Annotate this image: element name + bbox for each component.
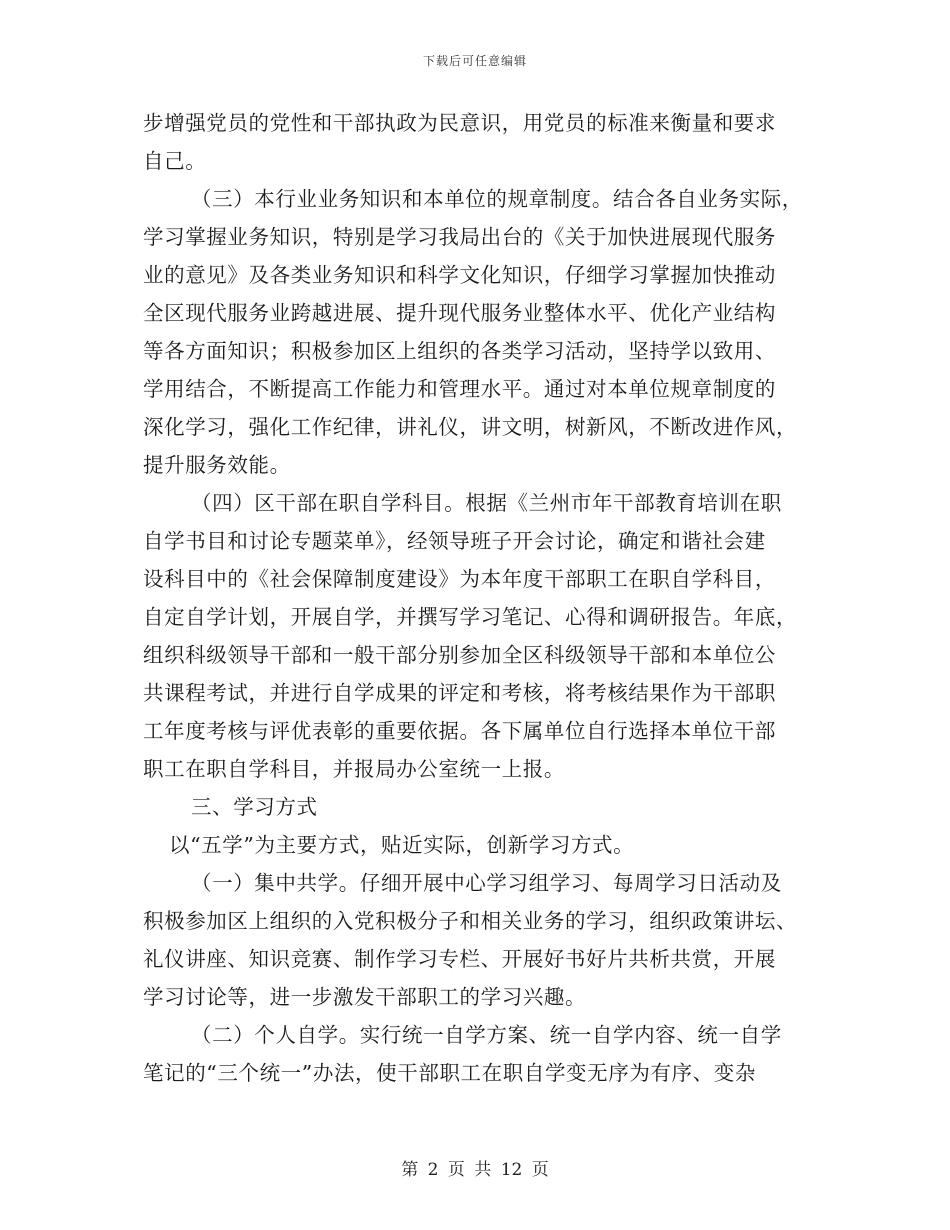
text-line: 步增强党员的党性和干部执政为民意识，用党员的标准来衡量和要求: [143, 111, 776, 135]
page-number-footer: 第 2 页 共 12 页: [401, 1160, 549, 1180]
text-line: 自己。: [143, 149, 207, 173]
page-header: 下载后可任意编辑: [422, 54, 527, 68]
section-heading: 三、学习方式: [191, 795, 318, 819]
text-line: 全区现代服务业跨越进展、提升现代服务业整体水平、优化产业结构: [143, 301, 776, 325]
text-line: 礼仪讲座、知识竞赛、制作学习专栏、开展好书好片共析共赏，开展: [143, 947, 776, 971]
text-line: 积极参加区上组织的入党积极分子和相关业务的学习，组织政策讲坛、: [143, 909, 798, 933]
text-line: 共课程考试，并进行自学成果的评定和考核，将考核结果作为干部职: [143, 681, 776, 705]
text-line: 笔记的“三个统一”办法，使干部职工在职自学变无序为有序、变杂: [143, 1061, 756, 1085]
text-line: 组织科级领导干部和一般干部分别参加全区科级领导干部和本单位公: [143, 643, 776, 667]
text-line: 自学书目和讨论专题菜单》，经领导班子开会讨论，确定和谐社会建: [143, 529, 766, 553]
text-line: （二）个人自学。实行统一自学方案、统一自学内容、统一自学: [191, 1023, 782, 1047]
text-line: 提升服务效能。: [143, 453, 291, 477]
text-line: 学习讨论等，进一步激发干部职工的学习兴趣。: [143, 985, 587, 1009]
text-line: 业的意见》及各类业务知识和科学文化知识，仔细学习掌握加快推动: [143, 263, 776, 287]
text-line: （一）集中共学。仔细开展中心学习组学习、每周学习日活动及: [191, 871, 782, 895]
text-line: 学习掌握业务知识，特别是学习我局出台的《关于加快进展现代服务: [143, 225, 776, 249]
body-text: [143, 104, 818, 1092]
text-line: 深化学习，强化工作纪律，讲礼仪，讲文明，树新风，不断改进作风，: [143, 415, 798, 439]
text-line: 自定自学计划，开展自学，并撰写学习笔记、心得和调研报告。年底，: [143, 605, 798, 629]
text-line: （三）本行业业务知识和本单位的规章制度。结合各自业务实际，: [191, 187, 803, 211]
text-line: 工年度考核与评优表彰的重要依据。各下属单位自行选择本单位干部: [143, 719, 776, 743]
text-line: 学用结合，不断提高工作能力和管理水平。通过对本单位规章制度的: [143, 377, 776, 401]
text-line: （四）区干部在职自学科目。根据《兰州市年干部教育培训在职: [191, 491, 782, 515]
text-line: 职工在职自学科目，并报局办公室统一上报。: [143, 757, 565, 781]
text-line: 设科目中的《社会保障制度建设》为本年度干部职工在职自学科目，: [143, 567, 776, 591]
text-line: 等各方面知识；积极参加区上组织的各类学习活动，坚持学以致用、: [143, 339, 776, 363]
text-line: 以“五学”为主要方式，贴近实际，创新学习方式。: [169, 833, 635, 857]
